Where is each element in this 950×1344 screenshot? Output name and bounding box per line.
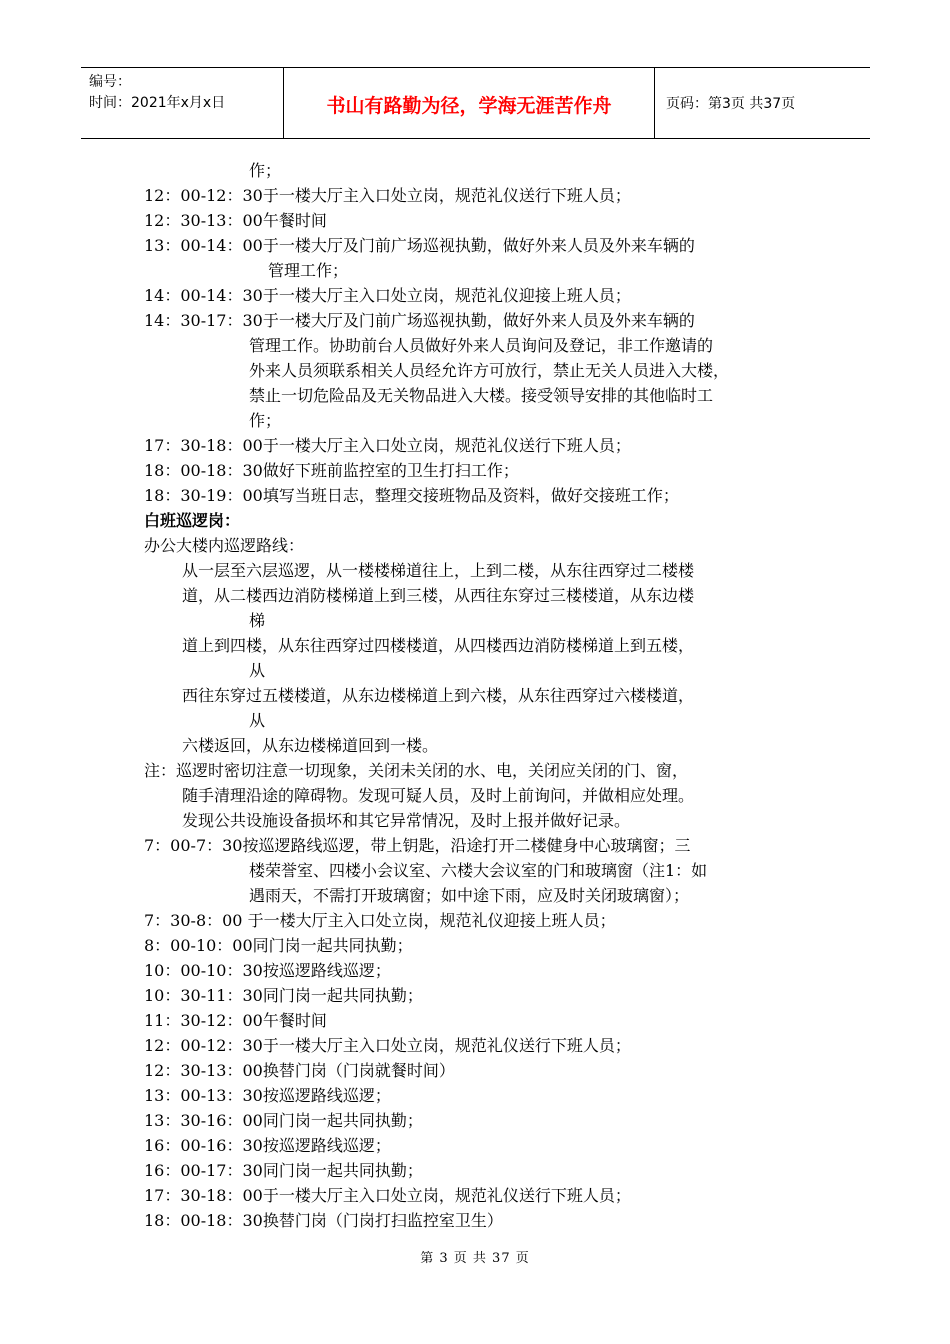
schedule-line: 14：30-17：30于一楼大厅及门前广场巡视执勤，做好外来人员及外来车辆的 xyxy=(144,311,695,330)
text-line: 西往东穿过五楼楼道，从东边楼梯道上到六楼，从东往西穿过六楼楼道， xyxy=(182,686,695,705)
text-line: 随手清理沿途的障碍物。发现可疑人员，及时上前询问，并做相应处理。 xyxy=(182,786,695,805)
text-line: 发现公共设施设备损坏和其它异常情况，及时上报并做好记录。 xyxy=(182,811,631,830)
document-number-label: 编号： xyxy=(89,74,131,90)
text-line: 禁止一切危险品及无关物品进入大楼。接受领导安排的其他临时工 xyxy=(249,386,714,405)
schedule-line: 17：30-18：00于一楼大厅主入口处立岗，规范礼仪送行下班人员； xyxy=(144,436,631,455)
header-page-number: 页码：第3页 共37页 xyxy=(666,96,796,112)
schedule-line: 10：30-11：30同门岗一起共同执勤； xyxy=(144,986,423,1005)
schedule-line: 11：30-12：00午餐时间 xyxy=(144,1011,327,1030)
schedule-line: 18：30-19：00填写当班日志，整理交接班物品及资料，做好交接班工作； xyxy=(144,486,679,505)
text-line: 管理工作。协助前台人员做好外来人员询问及登记，非工作邀请的 xyxy=(249,336,714,355)
schedule-line: 13：00-14：00于一楼大厅及门前广场巡视执勤，做好外来人员及外来车辆的 xyxy=(144,236,695,255)
text-line: 六楼返回，从东边楼梯道回到一楼。 xyxy=(182,736,439,755)
document-date-label: 时间：2021年x月x日 xyxy=(89,95,226,111)
schedule-line: 17：30-18：00于一楼大厅主入口处立岗，规范礼仪送行下班人员； xyxy=(144,1186,631,1205)
text-line: 从 xyxy=(249,711,266,730)
page-footer: 第 3 页 共 37 页 xyxy=(420,1251,530,1266)
schedule-line: 14：00-14：30于一楼大厅主入口处立岗，规范礼仪迎接上班人员； xyxy=(144,286,631,305)
text-line: 遇雨天，不需打开玻璃窗；如中途下雨，应及时关闭玻璃窗）； xyxy=(249,886,690,905)
text-line: 道，从二楼西边消防楼梯道上到三楼，从西往东穿过三楼楼道，从东边楼 xyxy=(182,586,695,605)
text-line: 梯 xyxy=(249,611,266,630)
header-motto: 书山有路勤为径，学海无涯苦作舟 xyxy=(283,68,655,138)
text-line: 作； xyxy=(249,411,282,430)
schedule-line: 8：00-10：00同门岗一起共同执勤； xyxy=(144,936,413,955)
text-line: 外来人员须联系相关人员经允许方可放行，禁止无关人员进入大楼， xyxy=(249,361,730,380)
text-line: 道上到四楼，从东往西穿过四楼楼道，从四楼西边消防楼梯道上到五楼， xyxy=(182,636,695,655)
schedule-line: 7：00-7：30按巡逻路线巡逻，带上钥匙，沿途打开二楼健身中心玻璃窗；三 xyxy=(144,836,691,855)
schedule-line: 7：30-8：00 于一楼大厅主入口处立岗，规范礼仪迎接上班人员； xyxy=(144,911,616,930)
schedule-line: 12：00-12：30于一楼大厅主入口处立岗，规范礼仪送行下班人员； xyxy=(144,1036,631,1055)
text-line: 从一层至六层巡逻，从一楼楼梯道往上，上到二楼，从东往西穿过二楼楼 xyxy=(182,561,695,580)
schedule-line: 18：00-18：30做好下班前监控室的卫生打扫工作； xyxy=(144,461,519,480)
schedule-line: 10：00-10：30按巡逻路线巡逻； xyxy=(144,961,391,980)
section-heading: 白班巡逻岗： xyxy=(144,511,241,530)
schedule-line: 12：00-12：30于一楼大厅主入口处立岗，规范礼仪送行下班人员； xyxy=(144,186,631,205)
schedule-line: 13：30-16：00同门岗一起共同执勤； xyxy=(144,1111,423,1130)
schedule-line: 16：00-16：30按巡逻路线巡逻； xyxy=(144,1136,391,1155)
schedule-line: 16：00-17：30同门岗一起共同执勤； xyxy=(144,1161,423,1180)
text-line: 作； xyxy=(249,161,282,180)
subsection-heading: 办公大楼内巡逻路线： xyxy=(144,536,305,555)
schedule-line: 18：00-18：30换替门岗（门岗打扫监控室卫生） xyxy=(144,1211,503,1230)
schedule-line: 12：30-13：00午餐时间 xyxy=(144,211,327,230)
schedule-line: 13：00-13：30按巡逻路线巡逻； xyxy=(144,1086,391,1105)
schedule-line: 12：30-13：00换替门岗（门岗就餐时间） xyxy=(144,1061,455,1080)
text-line: 楼荣誉室、四楼小会议室、六楼大会议室的门和玻璃窗（注1：如 xyxy=(249,861,708,880)
text-line: 从 xyxy=(249,661,266,680)
text-line: 管理工作； xyxy=(268,261,349,280)
note-line: 注：巡逻时密切注意一切现象，关闭未关闭的水、电，关闭应关闭的门、窗， xyxy=(144,761,689,780)
